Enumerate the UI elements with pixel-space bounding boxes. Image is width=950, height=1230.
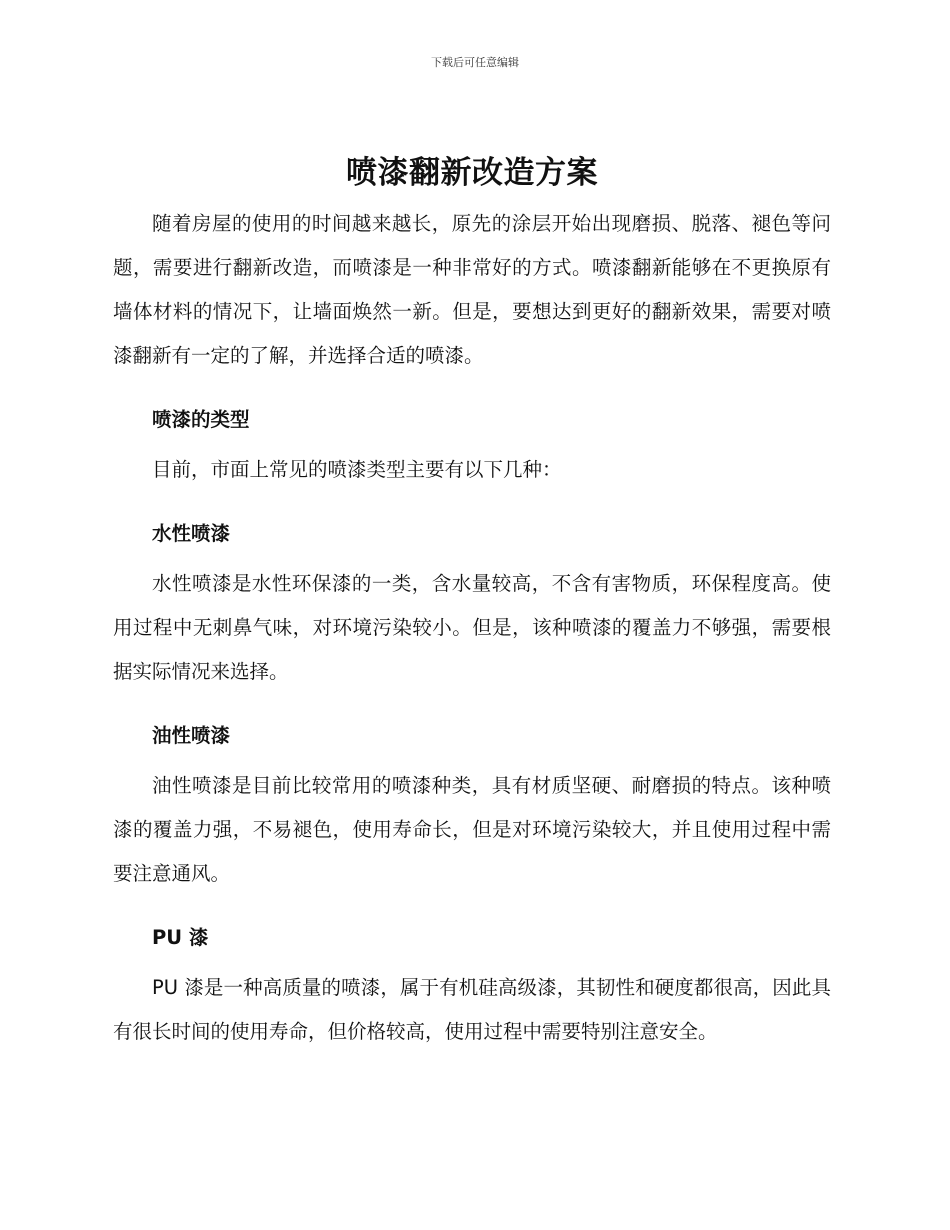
spacer bbox=[113, 896, 831, 910]
section-heading-types: 喷漆的类型 bbox=[152, 408, 250, 431]
types-paragraph: 目前，市面上常见的喷漆类型主要有以下几种： bbox=[152, 458, 562, 481]
document-title: 喷漆翻新改造方案 bbox=[346, 155, 598, 191]
section-heading-oil-based: 油性喷漆 bbox=[152, 724, 231, 747]
oil-based-paragraph: 油性喷漆是目前比较常用的喷漆种类，具有材质坚硬、耐磨损的特点。该种喷漆的覆盖力强，不易褪色，使用寿命长，但是对环境污染较大，并且使用过程中需要注意通风。 bbox=[113, 774, 831, 885]
water-based-paragraph: 水性喷漆是水性环保漆的一类，含水量较高，不含有害物质，环保程度高。使用过程中无刺鼻气味，对环境污染较小。但是，该种喷漆的覆盖力不够强，需要根据实际情况来选择。 bbox=[113, 572, 831, 683]
header-note: 下载后可任意编辑 bbox=[431, 56, 519, 69]
intro-paragraph: 随着房屋的使用的时间越来越长，原先的涂层开始出现磨损、脱落、褪色等问题，需要进行翻新改造，而喷漆是一种非常好的方式。喷漆翻新能够在不更换原有墙体材料的情况下，让墙面焕然一新。但是，要想达到更好的翻新效果，需要对喷漆翻新有一定的了解，并选择合适的喷漆。 bbox=[113, 212, 831, 367]
section-heading-pu: PU 漆 bbox=[152, 926, 209, 949]
section-heading-water-based: 水性喷漆 bbox=[152, 522, 231, 545]
document-body bbox=[113, 150, 831, 1054]
pu-paragraph: PU 漆是一种高质量的喷漆，属于有机硅高级漆，其韧性和硬度都很高，因此具有很长时间的使用寿命，但价格较高，使用过程中需要特别注意安全。 bbox=[113, 976, 831, 1043]
spacer bbox=[113, 492, 831, 506]
spacer bbox=[113, 378, 831, 392]
spacer bbox=[113, 694, 831, 708]
